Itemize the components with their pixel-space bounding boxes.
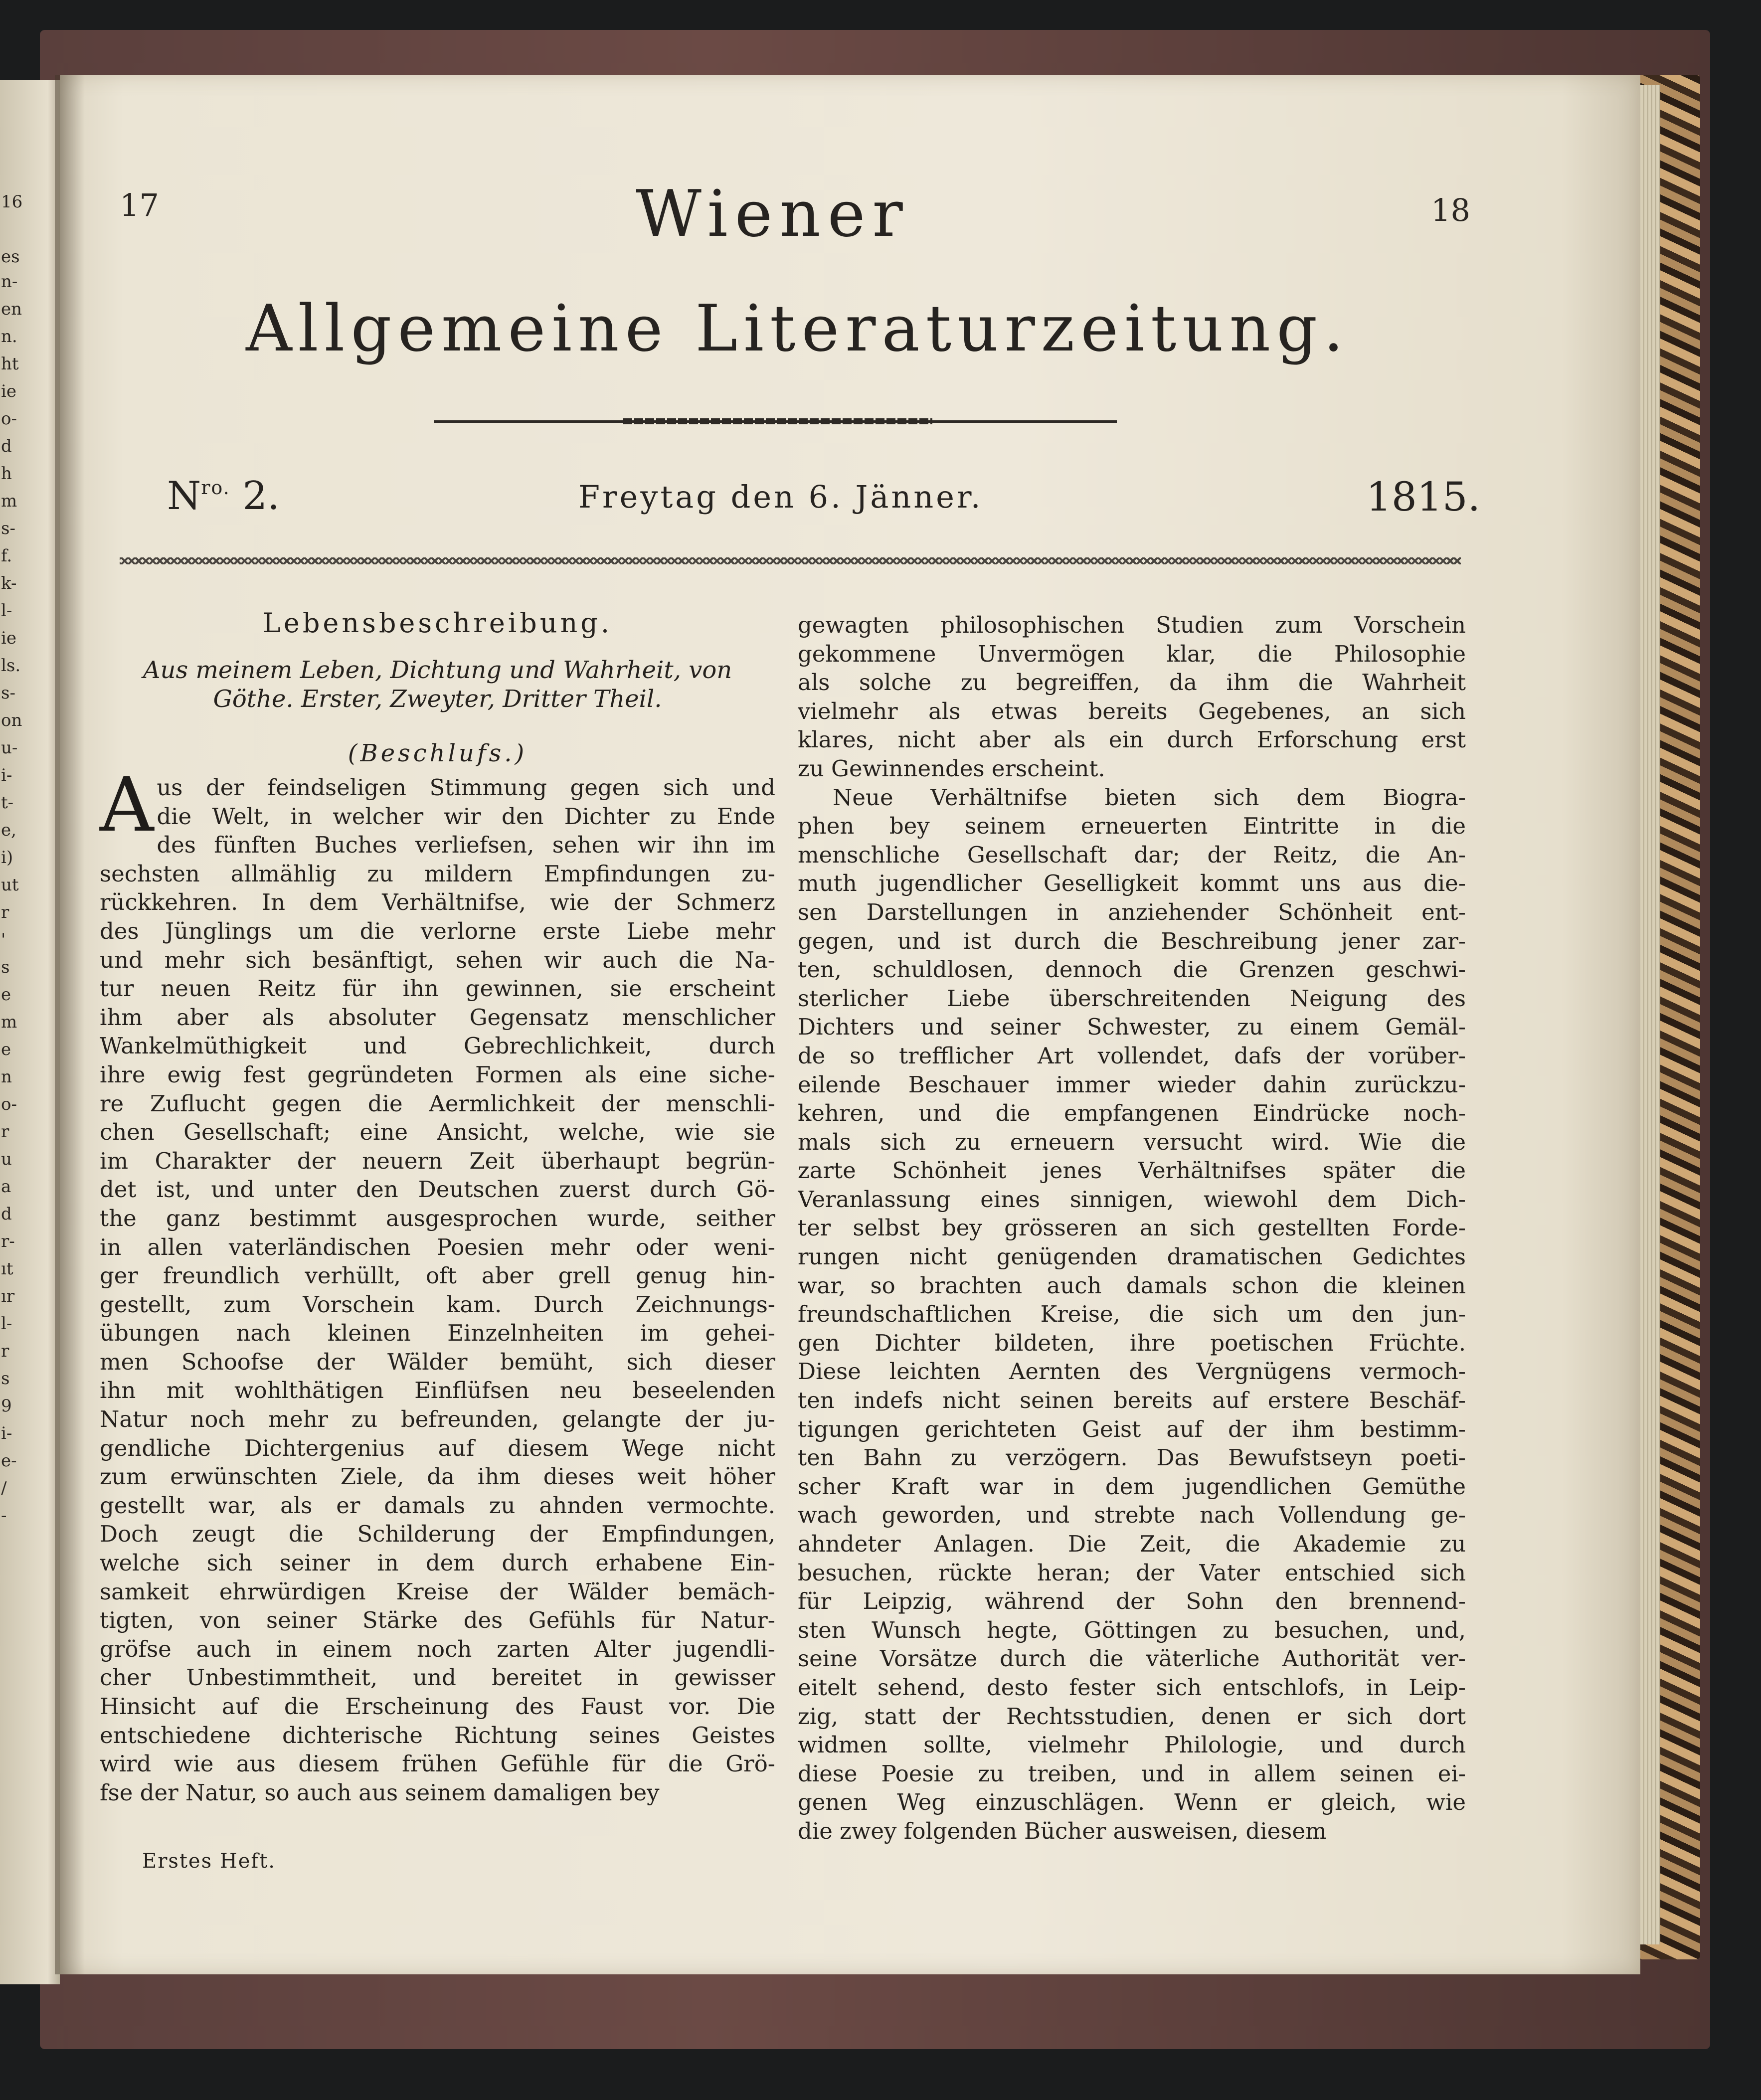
text-line: ahndeter Anlagen. Die Zeit, die Akademie zu — [798, 1531, 1466, 1557]
text-line: gen Dichter bildeten, ihre poetischen Früchte. — [798, 1329, 1466, 1356]
text-line: widmen sollte, vielmehr Philologie, und durch — [798, 1732, 1466, 1758]
left-page-fragment: m — [1, 1012, 17, 1032]
left-page-fragment: r- — [1, 1231, 15, 1251]
issue-number: $N^{ro.}$ 2. — [167, 474, 280, 519]
text-line: im Charakter der neuern Zeit überhaupt begrün- — [100, 1147, 775, 1174]
gutter-shadow — [55, 75, 85, 1974]
text-line: ten Bahn zu verzögern. Das Bewufstseyn poeti- — [798, 1444, 1466, 1471]
left-page-fragment: s — [1, 957, 10, 977]
text-line: für Leipzig, während der Sohn den brennend- — [798, 1588, 1466, 1615]
text-line: fse der Natur, so auch aus seinem damaligen bey — [100, 1779, 660, 1806]
text-line: Diese leichten Aernten des Vergnügens vermoch- — [798, 1358, 1466, 1385]
text-line: vielmehr als etwas bereits Gegebenes, an sich — [798, 698, 1466, 724]
text-line: sterlicher Liebe überschreitenden Neigung des — [798, 985, 1466, 1012]
text-line: war, so brachten auch damals schon die kleinen — [798, 1272, 1466, 1299]
text-line: ihn mit wohlthätigen Einflüfsen neu beseelenden — [100, 1377, 775, 1404]
left-page-fragment: e — [1, 1040, 11, 1059]
text-line: sten Wunsch hegte, Göttingen zu besuchen, und, — [798, 1616, 1466, 1643]
text-line: eitelt sehend, desto fester sich entschlofs, in Leip- — [798, 1674, 1466, 1701]
left-page-fragment: ' — [1, 930, 6, 950]
left-column — [100, 601, 775, 1807]
text-line: Dichters und seiner Schwester, zu einem Gemäl- — [798, 1014, 1466, 1041]
left-page-fragment: s- — [1, 683, 15, 703]
article-subtitle — [100, 656, 775, 713]
left-page-fragment: r — [1, 1341, 9, 1361]
text-line: zu Gewinnendes erscheint. — [798, 755, 1105, 782]
text-line: klares, nicht aber als ein durch Erforschung erst — [798, 726, 1466, 753]
text-line: zarte Schönheit jenes Verhältnifses später die — [798, 1157, 1466, 1184]
text-line: men Schoofse der Wälder bemüht, sich dieser — [100, 1348, 775, 1375]
text-line: cher Unbestimmtheit, und bereitet in gewisser — [100, 1664, 775, 1691]
left-page-fragment: 9 — [1, 1396, 12, 1416]
text-line: de so trefflicher Art vollendet, dafs der vorüber- — [798, 1042, 1466, 1069]
footer-signature: Erstes Heft. — [142, 1850, 276, 1873]
text-line: wird wie aus diesem frühen Gefühle für die Grö- — [100, 1750, 775, 1777]
left-page-fragment: i- — [1, 1423, 12, 1443]
text-line: Neue Verhältnifse bieten sich dem Biogra- — [833, 784, 1466, 811]
text-line: gröfse auch in einem noch zarten Alter jugendli- — [100, 1635, 775, 1662]
text-line: ihre ewig fest gegründeten Formen als eine siche- — [100, 1061, 775, 1088]
text-line: des Jünglings um die verlorne erste Liebe mehr — [100, 917, 775, 944]
text-line: Veranlassung eines sinnigen, wiewohl dem Dich- — [798, 1186, 1466, 1213]
text-line: gestellt, zum Vorschein kam. Durch Zeichnungs- — [100, 1291, 775, 1318]
text-line: phen bey seinem erneuerten Eintritte in die — [798, 813, 1466, 840]
left-page-fragment: h — [1, 464, 12, 484]
left-page-fragment: n. — [1, 327, 17, 347]
left-page-fragment: u- — [1, 738, 18, 758]
left-page-fragment: ır — [1, 1286, 15, 1306]
left-page-fragment: / — [1, 1478, 7, 1498]
left-page-fragment: ut — [1, 875, 19, 895]
left-page-fragment: o- — [1, 409, 17, 429]
text-line: re Zuflucht gegen die Aermlichkeit der menschli- — [100, 1090, 775, 1117]
text-line: die Welt, in welcher wir den Dichter zu Ende — [157, 803, 775, 830]
text-line: the ganz bestimmt ausgesprochen wurde, seither — [100, 1205, 775, 1231]
left-page-fragment: ie — [1, 381, 16, 401]
text-line: und mehr sich besänftigt, sehen wir auch die Na- — [100, 946, 775, 973]
text-line: Wankelmüthigkeit und Gebrechlichkeit, durch — [100, 1033, 775, 1059]
text-line: det ist, und unter den Deutschen zuerst durch Gö- — [100, 1176, 775, 1203]
left-page-fragment: l- — [1, 601, 12, 621]
left-page-fragment: s- — [1, 519, 15, 538]
left-page-fragment: ht — [1, 354, 19, 374]
left-page-fragment: l- — [1, 1314, 12, 1334]
text-line: entschiedene dichterische Richtung seines Geistes — [100, 1722, 775, 1749]
journal-title-line-1: Wiener — [636, 177, 910, 251]
text-line: tur neuen Reitz für ihn gewinnen, sie erscheint — [100, 975, 775, 1002]
left-page-fragment: n — [1, 1067, 12, 1087]
text-line: sechsten allmählig zu mildern Empfindungen zu- — [100, 860, 775, 887]
text-line: rungen nicht genügenden dramatischen Gedichtes — [798, 1243, 1466, 1270]
left-page-fragment: ls. — [1, 656, 21, 676]
left-page-fragment: 16 — [1, 192, 23, 212]
text-line: ter selbst bey grösseren an sich gestellten Forde- — [798, 1215, 1466, 1241]
text-line: chen Gesellschaft; eine Ansicht, welche, wie sie — [100, 1119, 775, 1146]
text-line: menschliche Gesellschaft dar; der Reitz, die An- — [798, 841, 1466, 868]
text-line: des fünften Buches verliefsen, sehen wir ihn im — [157, 832, 775, 859]
right-column — [798, 611, 1466, 1846]
page-number-left: 17 — [120, 187, 159, 223]
text-line: besuchen, rückte heran; der Vater entschied sich — [798, 1559, 1466, 1586]
text-line: gendliche Dichtergenius auf diesem Wege nicht — [100, 1434, 775, 1461]
text-line: gewagten philosophischen Studien zum Vorschein — [798, 612, 1466, 638]
decorative-rule — [434, 420, 1117, 423]
left-page-fragment: r — [1, 1122, 9, 1142]
text-line: ihm aber als absoluter Gegensatz menschlicher — [100, 1004, 775, 1031]
text-line: scher Kraft war in dem jugendlichen Gemüthe — [798, 1473, 1466, 1500]
left-page-fragment: t- — [1, 793, 14, 813]
text-line: gegen, und ist durch die Beschreibung jener zar- — [798, 927, 1466, 954]
conclusion-label: (Beschlufs.) — [348, 739, 528, 767]
text-line: seine Vorsätze durch die väterliche Authorität ver- — [798, 1645, 1466, 1672]
wavy-rule — [120, 557, 1461, 564]
left-page-fragment: ie — [1, 628, 16, 648]
left-page-fragment: k- — [1, 573, 17, 593]
issue-year: 1815. — [1366, 474, 1481, 520]
text-line: zig, statt der Rechtsstudien, denen er sich dort — [798, 1703, 1466, 1730]
left-page-fragment: f. — [1, 546, 12, 566]
drop-cap: A — [100, 762, 154, 849]
text-line: samkeit ehrwürdigen Kreise der Wälder bemäch- — [100, 1578, 775, 1605]
left-column-body — [100, 762, 775, 1807]
text-line: übungen nach kleinen Einzelnheiten im gehei- — [100, 1320, 775, 1347]
text-line: welche sich seiner in dem durch erhabene Ein- — [100, 1550, 775, 1576]
text-line: muth jugendlicher Geselligkeit kommt uns aus die- — [798, 870, 1466, 897]
text-line: eilende Beschauer immer wieder dahin zurückzu- — [798, 1071, 1466, 1098]
journal-title-line-2: Allgemeine Literaturzeitung. — [246, 292, 1350, 366]
left-page-fragment: m — [1, 491, 17, 511]
text-line: gestellt war, als er damals zu ahnden vermochte. — [100, 1492, 775, 1519]
text-line: Natur noch mehr zu befreunden, gelangte der ju- — [100, 1406, 775, 1433]
left-page-fragment: ıt — [1, 1259, 13, 1279]
left-page-fragment: e — [1, 985, 11, 1005]
left-page-fragment: on — [1, 710, 22, 730]
left-page-fragment: d — [1, 1204, 12, 1224]
left-page-fragment: i- — [1, 765, 12, 785]
text-line: us der feindseligen Stimmung gegen sich und — [157, 774, 775, 801]
left-page-fragment: a — [1, 1177, 11, 1197]
text-line: mals sich zu erneuern versucht wird. Wie die — [798, 1128, 1466, 1155]
page-number-right: 18 — [1431, 192, 1470, 228]
issue-date: Freytag den 6. Jänner. — [578, 479, 983, 515]
text-line: genen Weg einzuschlägen. Wenn er gleich, wie — [798, 1789, 1466, 1816]
text-line: sen Darstellungen in anziehender Schönheit ent- — [798, 898, 1466, 925]
left-page-fragment: e, — [1, 820, 16, 840]
text-line: tigungen gerichteten Geist auf der ihm bestimm- — [798, 1415, 1466, 1442]
text-line: ten, schuldlosen, dennoch die Grenzen geschwi- — [798, 956, 1466, 983]
left-page-fragment: s — [1, 1369, 10, 1389]
text-line: zum erwünschten Ziele, da ihm dieses weit höher — [100, 1463, 775, 1490]
left-page-fragment: en — [1, 299, 22, 319]
article-heading: Lebensbeschreibung. — [263, 607, 612, 639]
left-page-fragment: o- — [1, 1094, 17, 1114]
left-page-fragment: d — [1, 436, 12, 456]
right-column-body — [798, 611, 1466, 1846]
text-line: ger freundlich verhüllt, oft aber grell genug hin- — [100, 1262, 775, 1289]
text-line: rückkehren. In dem Verhältnifse, wie der Schmerz — [100, 889, 775, 916]
left-page-fragment: n- — [1, 272, 18, 292]
left-page-fragment: i) — [1, 848, 13, 868]
left-page-fragment: es — [1, 247, 20, 267]
text-line: diese Poesie zu treiben, und in allem seinen ei- — [798, 1760, 1466, 1787]
text-line: als solche zu begreiffen, da ihm die Wahrheit — [798, 669, 1466, 696]
text-line: die zwey folgenden Bücher ausweisen, diesem — [798, 1817, 1327, 1844]
left-page-fragment: e- — [1, 1451, 17, 1471]
subtitle-line-1: Aus meinem Leben, Dichtung und Wahrheit, von — [143, 656, 732, 684]
text-line: in allen vaterländischen Poesien mehr oder weni- — [100, 1233, 775, 1260]
text-line: kehren, und die empfangenen Eindrücke noch- — [798, 1100, 1466, 1127]
text-line: tigten, von seiner Stärke des Gefühls für Natur- — [100, 1607, 775, 1634]
left-page-fragment: r — [1, 902, 9, 922]
left-page-fragment: u — [1, 1149, 12, 1169]
left-page-fragment: - — [1, 1506, 7, 1526]
text-line: wach geworden, und strebte nach Vollendung ge- — [798, 1502, 1466, 1529]
text-line: Doch zeugt die Schilderung der Empfindungen, — [100, 1521, 775, 1548]
text-line: ten indefs nicht seinen bereits auf erstere Beschäf- — [798, 1387, 1466, 1414]
text-line: gekommene Unvermögen klar, die Philosophie — [798, 640, 1466, 667]
text-line: Hinsicht auf die Erscheinung des Faust vor. Die — [100, 1693, 775, 1720]
text-line: freundschaftlichen Kreise, die sich um den jun- — [798, 1301, 1466, 1328]
subtitle-line-2: Göthe. Erster, Zweyter, Dritter Theil. — [213, 685, 662, 713]
